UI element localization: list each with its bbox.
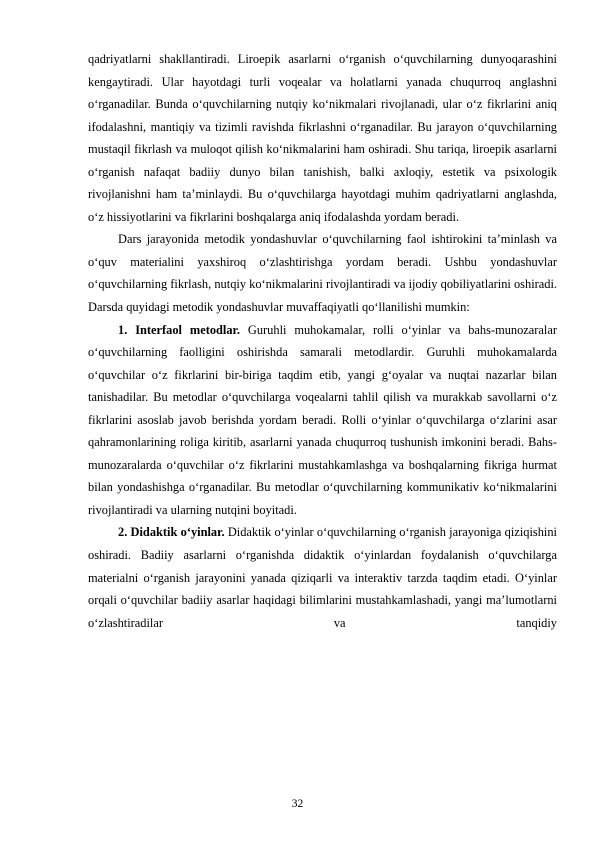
paragraph-3-text: Guruhli muhokamalar, rolli o‘yinlar va bahs-munozaralar o‘quvchilarning faolligini oshirishda samarali metodlardir. Guruhli muhokamalarda o‘quvchilar o‘z fikrlarini bir-biriga taqdim etib, yangi g‘oyalar va nuqtai nazarlar bilan tanishadilar. Bu metodlar o‘quvchilarga voqealarni tahlil qilish va murakkab savollarni o‘z fikrlarini asoslab javob berishda yordam beradi. Rolli o‘yinlar o‘quvchilarga o‘zlarini asar qahramonlarining roliga kiritib, asarlarni yanada chuqurroq tushunish imkonini beradi. Bahs-munozaralarda o‘quvchilar o‘z fikrlarini mustahkamlashga va boshqalarning fikriga hurmat bilan yondashishga o‘rganadilar. Bu metodlar o‘quvchilarning kommunikativ ko‘nikmalarini rivojlantiradi va ularning nutqini boyitadi.	[88, 322, 557, 517]
paragraph-3-heading: 1. Interfaol metodlar.	[118, 322, 241, 337]
paragraph-4-text: Didaktik o‘yinlar o‘quvchilarning o‘rganish jarayoniga qiziqishini oshiradi. Badiiy asarlarni o‘rganishda didaktik o‘yinlardan foydalanish o‘quvchilarga materialni o‘rganish jarayonini yanada qiziqarli va interaktiv tarzda taqdim etadi. O‘yinlar orqali o‘quvchilar badiiy asarlar haqidagi bilimlarini mustahkamlashadi, yangi ma’lumotlarni o‘zlashtiradilar va tanqidiy	[88, 525, 557, 630]
paragraph-2-text: Dars jarayonida metodik yondashuvlar o‘quvchilarning faol ishtirokini ta’minlash va o‘quv materialini yaxshiroq o‘zlashtirishga yordam beradi. Ushbu yondashuvlar o‘quvchilarning fikrlash, nutqiy ko‘nikmalarini rivojlantiradi va ijodiy qobiliyatlarini oshiradi. Darsda quyidagi metodik yondashuvlar muvaffaqiyatli qo‘llanilishi mumkin:	[88, 232, 557, 315]
paragraph-2	[88, 228, 557, 318]
page-number: 32	[291, 798, 304, 810]
paragraph-4	[88, 521, 557, 634]
document-page	[88, 48, 557, 634]
paragraph-3	[88, 319, 557, 522]
paragraph-1	[88, 48, 557, 228]
paragraph-4-heading: 2. Didaktik o‘yinlar.	[118, 525, 225, 540]
paragraph-1-text: qadriyatlarni shakllantiradi. Liroepik asarlarni o‘rganish o‘quvchilarning dunyoqarashini kengaytiradi. Ular hayotdagi turli voqealar va holatlarni yanada chuqurroq anglashni o‘rganadilar. Bunda o‘quvchilarning nutqiy ko‘nikmalari rivojlanadi, ular o‘z fikrlarini aniq ifodalashni, mantiqiy va tizimli ravishda fikrlashni o‘rganadilar. Bu jarayon o‘quvchilarning mustaqil fikrlash va muloqot qilish ko‘nikmalarini ham oshiradi. Shu tariqa, liroepik asarlarni o‘rganish nafaqat badiiy dunyo bilan tanishish, balki axloqiy, estetik va psixologik rivojlanishni ham ta’minlaydi. Bu o‘quvchilarga hayotdagi muhim qadriyatlarni anglashda, o‘z hissiyotlarini va fikrlarini boshqalarga aniq ifodalashda yordam beradi.	[88, 52, 557, 224]
